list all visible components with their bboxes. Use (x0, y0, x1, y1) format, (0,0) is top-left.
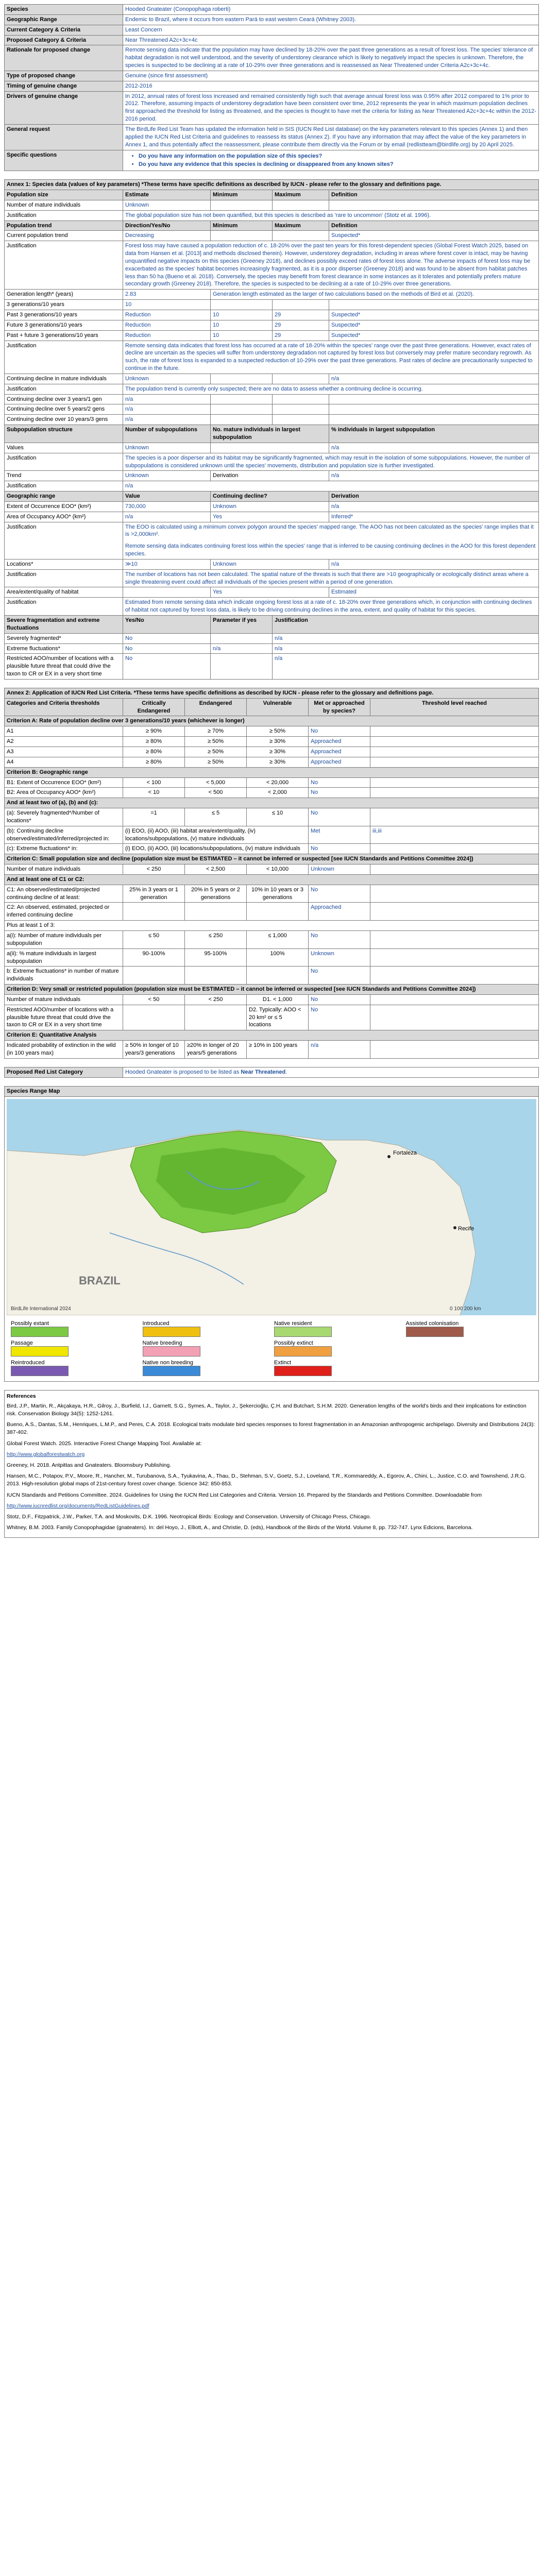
legend-item (406, 1360, 533, 1376)
a1-met: No (309, 726, 370, 737)
nsub-header: Number of subpopulations (123, 425, 211, 443)
legend-label: Possibly extant (11, 1320, 49, 1327)
locations-contdecl: Unknown (211, 559, 329, 569)
justification-label: Justification (5, 598, 123, 616)
c2b-met: No (309, 967, 370, 985)
severely-fragmented-label: Severely fragmented* (5, 633, 123, 643)
past-3gen-label: Past 3 generations/10 years (5, 310, 123, 320)
proposal-text-pre: Hooded Gnateater is proposed to be listed as (125, 1069, 241, 1075)
bb-label: (b): Continuing decline observed/estimated/inferred/projected in: (5, 826, 123, 844)
justification-label: Justification (5, 241, 123, 290)
current-trend-label: Current population trend (5, 231, 123, 241)
map-credit: BirdLife International 2024 (11, 1306, 71, 1312)
geographic-range-value: Endemic to Brazil, where it occurs from eastern Pará to east western Ceará (Whitney 2003). (123, 14, 539, 25)
poptrend-header: Population trend (5, 221, 123, 231)
ba-en: ≤ 5 (185, 808, 247, 826)
ba-label: (a): Severely fragmented*/Number of locations* (5, 808, 123, 826)
a4-met: Approached (309, 757, 370, 767)
subpop-trend-justification: n/a (123, 481, 539, 492)
justification-label: Justification (5, 522, 123, 559)
c1-label: C1: An observed/estimated/projected continuing decline of at least: (5, 885, 123, 903)
cd-3yr-label: Continuing decline over 3 years/1 gen (5, 394, 123, 404)
fortaleza-marker (387, 1155, 391, 1158)
habitat-label: Area/extent/quality of habitat (5, 587, 123, 598)
past-future-3gen-max: 29 (273, 330, 329, 341)
timing-label: Timing of genuine change (5, 81, 123, 91)
a1-cr: ≥ 90% (123, 726, 185, 737)
c2b-label: b: Extreme fluctuations* in number of mature individuals (5, 967, 123, 985)
b1-label: B1: Extent of Occurrence EOO* (km²) (5, 777, 123, 788)
justification-label: Justification (5, 569, 123, 587)
e-vu: ≥ 10% in 100 years (247, 1041, 309, 1059)
restricted-aoo-justification: n/a (273, 654, 539, 680)
species-value: Hooded Gnateater (Conopophaga roberti) (123, 5, 539, 15)
legend-item (11, 1360, 138, 1376)
legend-item (406, 1320, 533, 1337)
c2a2-label: a(ii): % mature individuals in largest subpopulation (5, 948, 123, 967)
severe-header: Severe fragmentation and extreme fluctuations (5, 616, 123, 634)
legend-item (274, 1340, 401, 1357)
past-3gen-min: 10 (211, 310, 273, 320)
cd-3yr-value: n/a (123, 394, 211, 404)
brazil-label: BRAZIL (79, 1274, 121, 1287)
legend-swatch (406, 1327, 464, 1337)
derivation-header: Derivation (329, 492, 539, 502)
current-trend-value: Decreasing (123, 231, 211, 241)
a4-vu: ≥ 30% (247, 757, 309, 767)
legend-label: Extinct (274, 1359, 292, 1366)
c-mature-met: Unknown (309, 865, 370, 875)
d-mature-en: < 250 (185, 994, 247, 1005)
references-title: References (7, 1393, 36, 1399)
a2-met: Approached (309, 737, 370, 747)
eoo-value: 730,000 (123, 501, 211, 512)
legend-swatch (143, 1346, 200, 1357)
specific-questions-list (123, 150, 539, 171)
legend-swatch (274, 1366, 332, 1376)
proposed-category-label: Proposed Category & Criteria (5, 35, 123, 45)
subpop-values-pct: n/a (329, 443, 539, 453)
proposal-category: Near Threatened (241, 1069, 286, 1075)
reference-item: Global Forest Watch. 2025. Interactive Forest Change Mapping Tool. Available at: (7, 1440, 202, 1447)
d-mature-label: Number of mature individuals (5, 994, 123, 1005)
ba-met: No (309, 808, 370, 826)
future-3gen-min: 10 (211, 320, 273, 330)
a4-cr: ≥ 80% (123, 757, 185, 767)
e-en: ≥20% in longer of 20 years/5 generations (185, 1041, 247, 1059)
generation-length-value: 2.83 (123, 290, 211, 300)
ba-vu: ≤ 10 (247, 808, 309, 826)
continuing-decline-value: Unknown (123, 374, 211, 384)
cat-header: Categories and Criteria thresholds (5, 698, 123, 716)
reference-link-item[interactable] (7, 1502, 536, 1510)
c2a2-en: 95-100% (185, 948, 247, 967)
legend-swatch (274, 1327, 332, 1337)
reference-link-item[interactable] (7, 1451, 536, 1459)
three-gen-value: 10 (123, 300, 211, 310)
c2a1-label: a(i): Number of mature individuals per subpopulation (5, 931, 123, 949)
reference-link[interactable]: http://www.iucnredlist.org/documents/RedListGuidelines.pdf (7, 1502, 149, 1509)
past-future-3gen-direction: Reduction (123, 330, 211, 341)
reference-item: Whitney, B.M. 2003. Family Conopophagidae (gnateaters). In: del Hoyo, J., Elliott, A., and Christie, D. (eds), Handbook of the Birds of the World. Volume 8, pp. 732-747. Lynx Edicions, Barcelona. (7, 1524, 473, 1531)
continuing-decline-justification: The population trend is currently only suspected; there are no data to assess whether a continuing decline is occurring. (123, 384, 539, 394)
bb-threshold: iii,iii (370, 826, 539, 844)
past-3gen-direction: Reduction (123, 310, 211, 320)
drivers-label: Drivers of genuine change (5, 91, 123, 124)
b2-met: No (309, 788, 370, 798)
habitat-contdecl: Yes (211, 587, 329, 598)
reference-item: Bird, J.P., Martin, R., Akçakaya, H.R., Gilroy, J., Burfield, I.J., Garnett, S.G., Symes, A., Taylor, J., Şekercioğlu, Ç.H. and Butchart, S.H.M. 2020. Generation lengths of the world's birds and their implications for extinction risk. Conservation Biology 34(5): 1252-1261. (7, 1402, 527, 1417)
value-header: Value (123, 492, 211, 502)
justification-label: Justification (5, 384, 123, 394)
eoo-justification-text: The EOO is calculated using a minimum convex polygon around the species' mapped range. The AOO has not been calculated as the species' range implies that it is >2,000km². (125, 523, 534, 538)
e-cr: ≥ 50% in longer of 10 years/3 generations (123, 1041, 185, 1059)
justification-label: Justification (5, 481, 123, 492)
legend-item (274, 1320, 401, 1337)
reference-item: Greeney, H. 2018. Antpittas and Gnateaters. Bloomsbury Publishing. (7, 1462, 172, 1469)
summary-table (4, 4, 539, 171)
d-restr-vu: D2. Typically: AOO < 20 km² or ≤ 5 locations (247, 1005, 309, 1030)
habitat-justification: Estimated from remote sensing data which indicate ongoing forest loss at a rate of c. 18-20% over three generations which, in conjunction with continuing declines of habitat not captured by forest loss data, is likely to be driving continuing declines in the area, extent, and quality of habitat for this species. (123, 598, 539, 616)
a1-label: A1 (5, 726, 123, 737)
reduction-justification: Remote sensing data indicates that forest loss has occurred at a rate of 18-20% within the species' range over the past three generations. However, exact rates of decline are uncertain as the species will suffer from understorey degradation not captured by forest loss but conversely may prefer mature secondary regrowth. As such, the rate of forest loss is expanded to a suspected reduction of 10-29% over the past three generations. Past rates of decline are precautionarily suspected to continue in the future. (123, 341, 539, 374)
recife-label: Recife (458, 1225, 474, 1232)
proposal-text-post: . (285, 1069, 287, 1075)
legend-item (143, 1360, 269, 1376)
c-plus-label: Plus at least 1 of 3: (5, 921, 539, 931)
future-3gen-definition: Suspected* (329, 320, 539, 330)
c2a1-cr: ≤ 50 (123, 931, 185, 949)
a2-label: A2 (5, 737, 123, 747)
proposed-category-value: Near Threatened A2c+3c+4c (123, 35, 539, 45)
bc-met: No (309, 844, 370, 854)
criterion-d-title: Criterion D: Very small or restricted population (population size must be ESTIMATED – it cannot be inferred or suspected [see IUCN Standards and Petitions Committee 2024]) (5, 985, 539, 995)
subpop-trend-label: Trend (5, 471, 123, 481)
general-request-label: General request (5, 124, 123, 150)
max-header: Maximum (273, 190, 329, 200)
c2a1-met: No (309, 931, 370, 949)
d-mature-met: No (309, 994, 370, 1005)
annex2-table (4, 688, 539, 1059)
mature-value: Unknown (123, 200, 211, 210)
legend-item (11, 1320, 138, 1337)
legend-item (143, 1340, 269, 1357)
vu-header: Vulnerable (247, 698, 309, 716)
future-3gen-label: Future 3 generations/10 years (5, 320, 123, 330)
legend-swatch (11, 1346, 69, 1357)
c-mature-label: Number of mature individuals (5, 865, 123, 875)
justification-label: Justification (5, 453, 123, 471)
proposal-text (123, 1067, 539, 1077)
past-future-3gen-min: 10 (211, 330, 273, 341)
continuing-decline-definition: n/a (329, 374, 539, 384)
legend-label: Native non breeding (142, 1359, 193, 1366)
extreme-fluctuations-value: No (123, 643, 211, 654)
popsize-header: Population size (5, 190, 123, 200)
definition-header-2: Definition (329, 221, 539, 231)
a1-vu: ≥ 50% (247, 726, 309, 737)
legend-item (406, 1340, 533, 1357)
bc-desc: (i) EOO, (ii) AOO, (iii) locations/subpopulations, (iv) mature individuals (123, 844, 309, 854)
popsize-justification: The global population size has not been quantified, but this species is described as 'rare to uncommon' (Stotz et al. 1996). (123, 210, 539, 221)
rationale-value: Remote sensing data indicate that the population may have declined by 18-20% over the past three generations as a result of forest loss. The species' tolerance of habitat degradation is not well understood, and the severity of understorey clearance which is likely to negatively impact the species is unknown. Therefore, the species is suspected to be declining at a rate of 10-29% over three generations and is reassessed as Near Threatened under Criteria A2c+3c+4c. (123, 45, 539, 71)
current-category-label: Current Category & Criteria (5, 25, 123, 35)
bb-met: Met (309, 826, 370, 844)
locations-justification: The number of locations has not been calculated. The spatial nature of the threats is such that there are >10 geographically or ecologically distinct areas where a single threatening event could affect all individuals of the species present within a period of one generation. (123, 569, 539, 587)
current-category-value: Least Concern (123, 25, 539, 35)
subpop-values-value: Unknown (123, 443, 211, 453)
legend-label: Native breeding (142, 1340, 182, 1346)
legend-label: Introduced (142, 1320, 169, 1327)
eoo-contdecl: Unknown (211, 501, 329, 512)
extreme-fluctuations-label: Extreme fluctuations* (5, 643, 123, 654)
question-1: • Do you have any information on the population size of this species? (139, 152, 536, 160)
reference-item: Stotz, D.F., Fitzpatrick, J.W., Parker, T.A. and Moskovits, D.K. 1996. Neotropical Birds: Ecology and Conservation. University of Chicago Press, Chicago. (7, 1514, 371, 1520)
d-restr-label: Restricted AOO/number of locations with a plausible future threat that could drive the taxon to CR or EX in a very short time (5, 1005, 123, 1030)
future-3gen-max: 29 (273, 320, 329, 330)
range-map (4, 1097, 539, 1382)
restricted-aoo-label: Restricted AOO/number of locations with a plausible future threat that could drive the taxon to CR or EX in a very short time (5, 654, 123, 680)
restricted-aoo-value: No (123, 654, 211, 680)
a3-met: Approached (309, 747, 370, 757)
threshold-header: Threshold level reached (370, 698, 539, 716)
references-list (7, 1402, 536, 1532)
proposal-table (4, 1067, 539, 1078)
b2-vu: < 2,000 (247, 788, 309, 798)
c2-met: Approached (309, 903, 370, 921)
legend-item (274, 1360, 401, 1376)
continuing-decline-label: Continuing decline in mature individuals (5, 374, 123, 384)
min-header-2: Minimum (211, 221, 273, 231)
severely-fragmented-value: No (123, 633, 211, 643)
proposal-label: Proposed Red List Category (5, 1067, 123, 1077)
map-title-table (4, 1086, 539, 1097)
c-mature-en: < 2,500 (185, 865, 247, 875)
met-header: Met or approached by species? (309, 698, 370, 716)
c2a1-vu: ≤ 1,000 (247, 931, 309, 949)
justification-label: Justification (5, 341, 123, 374)
e-met: n/a (309, 1041, 370, 1059)
c1-cr: 25% in 3 years or 1 generation (123, 885, 185, 903)
en-header: Endangered (185, 698, 247, 716)
aoo-label: Area of Occupancy AOO* (km²) (5, 512, 123, 522)
trend-justification: Forest loss may have caused a population reduction of c. 18-20% over the past ten years for this forest-dependent species (Global Forest Watch 2025, based on data from Hansen et al. [2013] and methods disclosed therein). However, understorey degradation, including in areas where forest cover is intact, may be having unquantified negative impacts on this species (Greeney 2018), and declines possibly exceed rates of forest loss alone. The adverse impacts of forest loss may be exacerbated as the species' habitat becomes increasingly fragmented, as it is a poor disperser (Greeney 2018) and was found to be absent from habitat patches less than 50 ha (Bueno et al. 2018). Conversely, the species may benefit from forest clearance in some instances as it tolerates and potentially prefers mature secondary growth (Greeney 2018). Therefore, the species is suspected to be declining at a rate of 10-29% over three generations. (123, 241, 539, 290)
locations-derivation: n/a (329, 559, 539, 569)
general-request-value: The BirdLife Red List Team has updated the information held in SIS (IUCN Red List database) on the key parameters relevant to this species (Annex 1) and then applied the IUCN Red List Criteria and guidelines to reassess its status (Annex 2). If you have any information that may affect the value of the key parameters in Annex 1, and thus potentially affect the reassessment, please contribute them directly via the Forum or by email (redlistteam@birdlife.org) by 20 April 2025. (123, 124, 539, 150)
generation-length-note: Generation length estimated as the larger of two calculations based on the methods of Bird et al. (2020). (211, 290, 539, 300)
map-scale: 0 100 200 km (450, 1306, 481, 1312)
map-title: Species Range Map (5, 1086, 539, 1096)
aoo-derivation: Inferred* (329, 512, 539, 522)
drivers-value: In 2012, annual rates of forest loss increased and remained consistently high such that average annual forest loss was 0.95% after 2012 compared to 1% prior to 2012. Therefore, assuming impacts of understorey degradation have been consistent over time, 2012 represents the year in which maximum population declines first approached the threshold for listing as threatened, and the species is thought to have met the criteria for listing as Near Threatened A2c+3c+4c within the 2012-2016 period. (123, 91, 539, 124)
b2-cr: < 10 (123, 788, 185, 798)
c2-label: C2: An observed, estimated, projected or inferred continuing decline (5, 903, 123, 921)
a4-en: ≥ 50% (185, 757, 247, 767)
pct-header: % individuals in largest subpopulation (329, 425, 539, 443)
future-3gen-direction: Reduction (123, 320, 211, 330)
aoo-justification-text: Remote sensing data indicates continuing forest loss within the species' range that is inferred to be causing continuing declines in the AOO for this forest dependent species. (125, 543, 536, 557)
legend-label: Possibly extinct (274, 1340, 313, 1346)
a4-label: A4 (5, 757, 123, 767)
min-header: Minimum (211, 190, 273, 200)
d-mature-vu: D1. < 1,000 (247, 994, 309, 1005)
c-mature-vu: < 10,000 (247, 865, 309, 875)
extreme-fluctuations-param: n/a (211, 643, 273, 654)
b1-cr: < 100 (123, 777, 185, 788)
subpop-header: Subpopulation structure (5, 425, 123, 443)
b1-met: No (309, 777, 370, 788)
nlargest-header: No. mature individuals in largest subpopulation (211, 425, 329, 443)
b1-vu: < 20,000 (247, 777, 309, 788)
aoo-contdecl: Yes (211, 512, 329, 522)
estimate-header: Estimate (123, 190, 211, 200)
eoo-aoo-justification (123, 522, 539, 559)
cd-5yr-label: Continuing decline over 5 years/2 gens (5, 404, 123, 415)
criterion-a-title: Criterion A: Rate of population decline over 3 generations/10 years (whichever is longer) (5, 716, 539, 726)
criterion-b-title: Criterion B: Geographic range (5, 767, 539, 777)
reference-item: Hansen, M.C., Potapov, P.V., Moore, R., Hancher, M., Turubanova, S.A., Tyukavina, A., Thau, D., Stehman, S.V., Goetz, S.J., Loveland, T.R., Kommareddy, A., Egorov, A., Chini, L., Justice, C.O. and Townshend, J.R.G. 2013. High-resolution global maps of 21st-century forest cover change. Science 342: 850-853. (7, 1473, 526, 1487)
a1-en: ≥ 70% (185, 726, 247, 737)
a3-cr: ≥ 80% (123, 747, 185, 757)
past-future-3gen-definition: Suspected* (329, 330, 539, 341)
legend-item (143, 1320, 269, 1337)
subpop-values-label: Values (5, 443, 123, 453)
question-2: • Do you have any evidence that this species is declining or disappeared from any known sites? (139, 161, 536, 168)
legend-swatch (143, 1366, 200, 1376)
species-label: Species (5, 5, 123, 15)
timing-value: 2012-2016 (123, 81, 539, 91)
past-future-3gen-label: Past + future 3 generations/10 years (5, 330, 123, 341)
past-3gen-max: 29 (273, 310, 329, 320)
just-header: Justification (273, 616, 539, 634)
rationale-label: Rationale for proposed change (5, 45, 123, 71)
legend-swatch (11, 1327, 69, 1337)
severely-fragmented-justification: n/a (273, 633, 539, 643)
cd-5yr-value: n/a (123, 404, 211, 415)
a3-label: A3 (5, 747, 123, 757)
legend-label: Native resident (274, 1320, 312, 1327)
contdecl-header: Continuing decline? (211, 492, 329, 502)
c1-en: 20% in 5 years or 2 generations (185, 885, 247, 903)
a2-cr: ≥ 80% (123, 737, 185, 747)
b1-en: < 5,000 (185, 777, 247, 788)
extreme-fluctuations-justification: n/a (273, 643, 539, 654)
justification-label: Justification (5, 210, 123, 221)
c-mature-cr: < 250 (123, 865, 185, 875)
recife-marker (453, 1226, 456, 1229)
reference-item: IUCN Standards and Petitions Committee. 2024. Guidelines for Using the IUCN Red List Categories and Criteria. Version 16. Prepared by the Standards and Petitions Committee. Downloadable from (7, 1492, 482, 1498)
a3-en: ≥ 50% (185, 747, 247, 757)
legend-label: Reintroduced (11, 1359, 45, 1366)
yesno-header: Yes/No (123, 616, 211, 634)
legend-swatch (274, 1346, 332, 1357)
references (4, 1390, 539, 1538)
annex2-title: Annex 2: Application of IUCN Red List Criteria. *These terms have specific definitions as described by IUCN - please refer to the glossary and definitions page. (5, 688, 539, 698)
param-header: Parameter if yes (211, 616, 273, 634)
reference-item: Bueno, A.S., Dantas, S.M., Henriques, L.M.P., and Peres, C.A. 2018. Ecological traits modulate bird species responses to forest fragmentation in an Amazonian anthropogenic archipelago. Diversity and Distributions 24(3): 387-402. (7, 1421, 535, 1436)
direction-header: Direction/Yes/No (123, 221, 211, 231)
definition-header: Definition (329, 190, 539, 200)
habitat-derivation: Estimated (329, 587, 539, 598)
mature-label: Number of mature individuals (5, 200, 123, 210)
d-mature-cr: < 50 (123, 994, 185, 1005)
b2-label: B2: Area of Occupancy AOO* (km²) (5, 788, 123, 798)
criterion-c-title: Criterion C: Small population size and decline (population size must be ESTIMATED – it cannot be inferred or suspected [see IUCN Standards and Petitions Committee 2024]) (5, 854, 539, 865)
c2a2-vu: 100% (247, 948, 309, 967)
annex1-table (4, 179, 539, 680)
c-and-label: And at least one of C1 or C2: (5, 874, 539, 885)
bc-label: (c): Extreme fluctuations* in: (5, 844, 123, 854)
subpop-trend-derivation-label: Derivation (211, 471, 329, 481)
criterion-e-title: Criterion E: Quantitative Analysis (5, 1030, 539, 1041)
c1-met: No (309, 885, 370, 903)
e-label: Indicated probability of extinction in the wild (in 100 years max) (5, 1041, 123, 1059)
current-trend-definition: Suspected* (329, 231, 539, 241)
subpop-trend-derivation-value: n/a (329, 471, 539, 481)
eoo-label: Extent of Occurrence EOO* (km²) (5, 501, 123, 512)
type-of-change-value: Genuine (since first assessment) (123, 71, 539, 81)
bb-desc: (i) EOO, (ii) AOO, (iii) habitat area/extent/quality, (iv) locations/subpopulations, (v) mature individuals (123, 826, 309, 844)
legend-swatch (11, 1366, 69, 1376)
range-map-svg (7, 1099, 536, 1315)
georange-header: Geographic range (5, 492, 123, 502)
ba-cr: =1 (123, 808, 185, 826)
generation-length-label: Generation length* (years) (5, 290, 123, 300)
a3-vu: ≥ 30% (247, 747, 309, 757)
fortaleza-label: Fortaleza (393, 1149, 417, 1156)
legend-item (11, 1340, 138, 1357)
subpop-justification: The species is a poor disperser and its habitat may be significantly fragmented, which may result in the isolation of some subpopulations. However, the number of subpopulations is considered unknown until the species' movements, distribution and population size is further investigated. (123, 453, 539, 471)
reference-link[interactable]: http://www.globalforestwatch.org (7, 1451, 85, 1458)
legend-label: Passage (11, 1340, 33, 1346)
cr-header: Critically Endangered (123, 698, 185, 716)
b-and-label: And at least two of (a), (b) and (c): (5, 798, 539, 808)
cd-10yr-label: Continuing decline over 10 years/3 gens (5, 415, 123, 425)
specific-questions-label: Specific questions (5, 150, 123, 171)
geographic-range-label: Geographic Range (5, 14, 123, 25)
eoo-derivation: n/a (329, 501, 539, 512)
three-gen-label: 3 generations/10 years (5, 300, 123, 310)
type-of-change-label: Type of proposed change (5, 71, 123, 81)
subpop-trend-value: Unknown (123, 471, 211, 481)
a2-en: ≥ 50% (185, 737, 247, 747)
c2a1-en: ≤ 250 (185, 931, 247, 949)
c2a2-cr: 90-100% (123, 948, 185, 967)
legend-label: Assisted colonisation (405, 1320, 459, 1327)
annex1-title: Annex 1: Species data (values of key parameters) *These terms have specific definitions as described by IUCN - please refer to the glossary and definitions page. (5, 180, 539, 190)
past-3gen-definition: Suspected* (329, 310, 539, 320)
locations-value: ≫10 (123, 559, 211, 569)
aoo-value: n/a (123, 512, 211, 522)
cd-10yr-value: n/a (123, 415, 211, 425)
d-restr-met: No (309, 1005, 370, 1030)
map-legend (7, 1315, 536, 1379)
c2a2-met: Unknown (309, 948, 370, 967)
max-header-2: Maximum (273, 221, 329, 231)
legend-swatch (143, 1327, 200, 1337)
b2-en: < 500 (185, 788, 247, 798)
a2-vu: ≥ 30% (247, 737, 309, 747)
c1-vu: 10% in 10 years or 3 generations (247, 885, 309, 903)
locations-label: Locations* (5, 559, 123, 569)
